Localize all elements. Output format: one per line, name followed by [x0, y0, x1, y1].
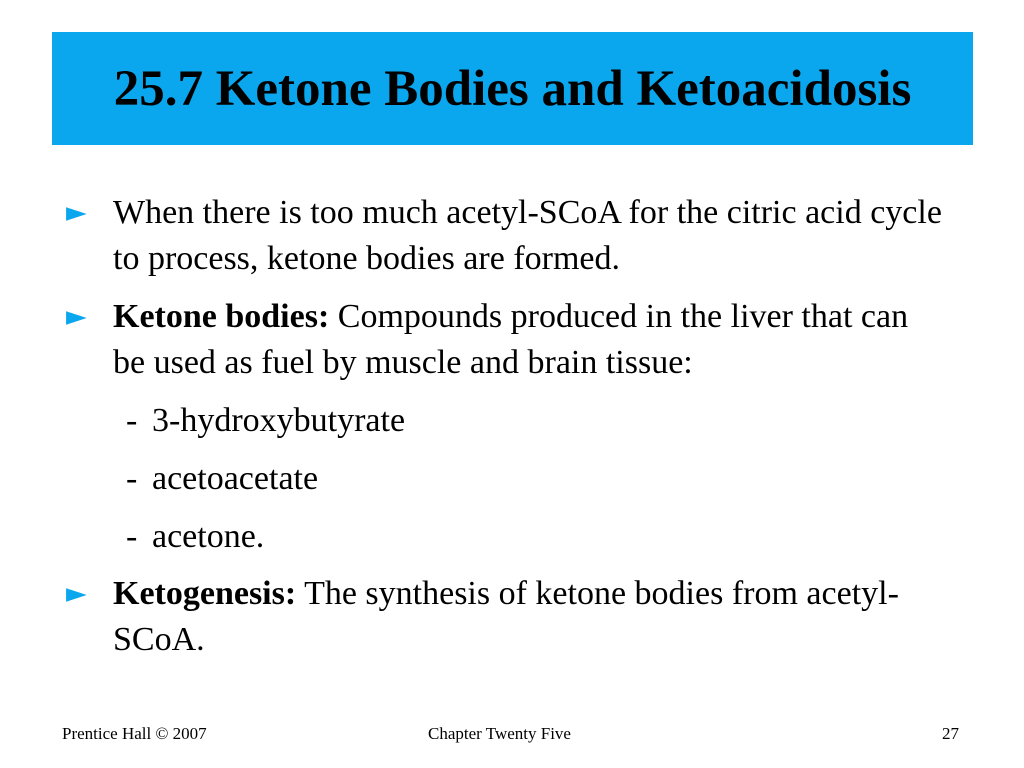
dash-icon: - — [126, 402, 138, 439]
bullet-arrow-icon: ► — [66, 301, 87, 332]
bullet-body: Compounds produced in the liver that can be used as fuel by muscle and brain tissue: — [113, 298, 909, 381]
footer-publisher: Prentice Hall © 2007 — [62, 724, 207, 743]
sub-item-text: 3-hydroxybutyrate — [152, 402, 406, 439]
bullet-arrow-icon: ► — [66, 197, 87, 228]
sub-item-text: acetone. — [152, 518, 265, 555]
bullet-body: The synthesis of ketone bodies from acetyl-SCoA. — [113, 575, 899, 658]
bullet-text — [113, 294, 943, 386]
footer-chapter: Chapter Twenty Five — [428, 724, 571, 743]
bullet-term: Ketogenesis: — [113, 575, 297, 612]
bullet-text — [113, 190, 943, 282]
dash-icon: - — [126, 460, 138, 497]
bullet-arrow-icon: ► — [66, 578, 87, 609]
dash-icon: - — [126, 518, 138, 555]
footer-page-number: 27 — [942, 724, 959, 743]
bullet-term: Ketone bodies: — [113, 298, 330, 335]
bullet-text — [113, 571, 943, 663]
sub-item-text: acetoacetate — [152, 460, 319, 497]
slide-title: 25.7 Ketone Bodies and Ketoacidosis — [113, 60, 912, 117]
bullet-body: When there is too much acetyl-SCoA for the citric acid cycle to process, ketone bodies are formed. — [113, 194, 942, 277]
